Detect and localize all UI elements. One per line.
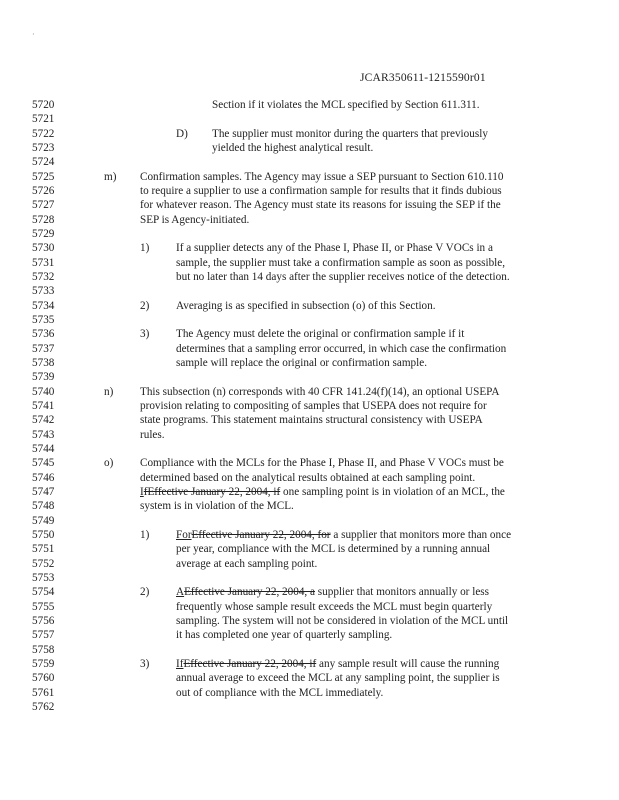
- line-number: 5758: [32, 643, 55, 656]
- text-line: [0, 98, 619, 112]
- line-text: state programs. This statement maintains structural consistency with USEPA: [140, 414, 483, 427]
- item-label: 2): [140, 586, 150, 599]
- line-number: 5742: [32, 414, 55, 427]
- line-text: but no later than 14 days after the supplier receives notice of the detection.: [176, 270, 510, 283]
- line-text: The Agency must delete the original or confirmation sample if it: [176, 328, 465, 341]
- line-number: 5760: [32, 672, 55, 685]
- text-line: [0, 327, 619, 341]
- line-number: 5734: [32, 299, 55, 312]
- line-number: 5736: [32, 328, 55, 341]
- text-line: [0, 127, 619, 141]
- line-number: 5733: [32, 285, 55, 298]
- line-number: 5743: [32, 428, 55, 441]
- text-line: [0, 657, 619, 671]
- line-number: 5720: [32, 99, 55, 111]
- text-line: [0, 399, 619, 413]
- line-number: 5737: [32, 342, 55, 355]
- line-number: 5745: [32, 457, 55, 470]
- line-text: provision relating to compositing of samples that USEPA does not require for: [140, 399, 487, 412]
- item-label: 1): [140, 528, 150, 541]
- text-line: [0, 241, 619, 255]
- line-text: rules.: [140, 428, 165, 441]
- text-line: [0, 600, 619, 614]
- text-line: [0, 428, 619, 442]
- line-number: 5752: [32, 557, 55, 570]
- text-line: [0, 442, 619, 456]
- text-line: [0, 643, 619, 657]
- line-number: 5747: [32, 485, 55, 498]
- text-line: [0, 356, 619, 370]
- line-text: frequently whose sample result exceeds the MCL must begin quarterly: [176, 600, 493, 613]
- line-number: 5728: [32, 213, 55, 226]
- line-number: 5750: [32, 528, 55, 541]
- line-text: sample, the supplier must take a confirmation sample as soon as possible,: [176, 256, 506, 269]
- text-line: [0, 585, 619, 599]
- text-line: [0, 170, 619, 184]
- line-text: for whatever reason. The Agency must state its reasons for issuing the SEP if the: [140, 199, 501, 212]
- line-text: it has completed one year of quarterly sampling.: [176, 629, 393, 642]
- item-label: o): [104, 457, 114, 470]
- line-number: 5725: [32, 170, 55, 183]
- line-number: 5731: [32, 256, 55, 269]
- line-text: IfEffective January 22, 2004, if any sample result will cause the running: [176, 657, 500, 670]
- deleted-text: Effective January 22, 2004, for: [191, 528, 331, 541]
- line-number: 5761: [32, 686, 55, 699]
- item-label: 2): [140, 299, 150, 312]
- line-number: 5755: [32, 600, 55, 613]
- text-line: [0, 155, 619, 169]
- text-line: [0, 571, 619, 585]
- line-number: 5724: [32, 156, 55, 169]
- text-line: [0, 499, 619, 513]
- text-line: [0, 700, 619, 714]
- line-number: 5722: [32, 127, 55, 140]
- line-number: 5727: [32, 199, 55, 212]
- text-line: [0, 313, 619, 327]
- line-number: 5756: [32, 614, 55, 627]
- item-label: D): [176, 127, 188, 140]
- line-number: 5721: [32, 113, 55, 126]
- line-number: 5735: [32, 313, 55, 326]
- text-line: [0, 614, 619, 628]
- deleted-text: Effective January 22, 2004, a: [184, 586, 315, 599]
- inserted-text: If: [176, 657, 184, 670]
- line-text: average at each sampling point.: [176, 557, 318, 570]
- corner-mark: ·: [32, 30, 35, 39]
- item-label: m): [104, 170, 117, 183]
- inserted-text: For: [176, 528, 192, 541]
- line-number: 5757: [32, 629, 55, 642]
- line-text: per year, compliance with the MCL is determined by a running annual: [176, 543, 491, 556]
- line-text: determines that a sampling error occurred, in which case the confirmation: [176, 342, 507, 355]
- line-text: Compliance with the MCLs for the Phase I, Phase II, and Phase V VOCs must be: [140, 457, 504, 470]
- line-number: 5754: [32, 586, 55, 599]
- line-number: 5762: [32, 700, 55, 713]
- document-id: JCAR350611-1215590r01: [360, 72, 486, 84]
- line-number: 5753: [32, 571, 55, 584]
- line-text: Averaging is as specified in subsection (o) of this Section.: [176, 299, 436, 312]
- text-line: [0, 141, 619, 155]
- text-line: [0, 671, 619, 685]
- line-text: determined based on the analytical results obtained at each sampling point.: [140, 471, 476, 484]
- text-line: [0, 256, 619, 270]
- line-number: 5741: [32, 399, 55, 412]
- line-number: 5744: [32, 442, 55, 455]
- text-line: [0, 628, 619, 642]
- line-text: annual average to exceed the MCL at any sampling point, the supplier is: [176, 672, 500, 685]
- line-text: If a supplier detects any of the Phase I, Phase II, or Phase V VOCs in a: [176, 242, 493, 255]
- text-line: [0, 270, 619, 284]
- line-number: 5730: [32, 242, 55, 255]
- text-line: [0, 413, 619, 427]
- line-text: sample will replace the original or confirmation sample.: [176, 356, 428, 369]
- deleted-text: Effective January 22, 2004, if: [183, 657, 317, 670]
- line-number: 5729: [32, 227, 55, 240]
- text-line: [0, 471, 619, 485]
- line-text: to require a supplier to use a confirmation sample for results that it finds dubious: [140, 184, 502, 197]
- text-line: [0, 342, 619, 356]
- text-line: [0, 370, 619, 384]
- inserted-text: A: [176, 586, 185, 599]
- text-line: [0, 112, 619, 126]
- line-text: Confirmation samples. The Agency may issue a SEP pursuant to Section 610.110: [140, 170, 504, 183]
- line-text: SEP is Agency-initiated.: [140, 213, 250, 226]
- line-text: Section if it violates the MCL specified by Section 611.311.: [212, 99, 480, 111]
- line-number: 5738: [32, 356, 55, 369]
- text-line: [0, 542, 619, 556]
- line-text: AEffective January 22, 2004, a supplier that monitors annually or less: [176, 586, 489, 599]
- line-number: 5732: [32, 270, 55, 283]
- line-number: 5749: [32, 514, 55, 527]
- item-label: 1): [140, 242, 150, 255]
- line-number: 5739: [32, 371, 55, 384]
- line-text: out of compliance with the MCL immediately.: [176, 686, 384, 699]
- text-line: [0, 385, 619, 399]
- text-line: [0, 485, 619, 499]
- line-text: yielded the highest analytical result.: [212, 141, 374, 154]
- line-number: 5751: [32, 543, 55, 556]
- text-line: [0, 299, 619, 313]
- text-line: [0, 456, 619, 470]
- line-text: IfEffective January 22, 2004, if one sampling point is in violation of an MCL, the: [140, 485, 505, 498]
- text-line: [0, 227, 619, 241]
- text-line: [0, 686, 619, 700]
- line-number: 5748: [32, 500, 55, 513]
- line-number: 5759: [32, 657, 55, 670]
- line-text: ForEffective January 22, 2004, for a supplier that monitors more than once: [176, 528, 512, 541]
- text-line: [0, 557, 619, 571]
- line-text: sampling. The system will not be considered in violation of the MCL until: [176, 614, 509, 627]
- line-text: system is in violation of the MCL.: [140, 500, 294, 513]
- text-line: [0, 528, 619, 542]
- item-label: 3): [140, 328, 150, 341]
- text-line: [0, 284, 619, 298]
- text-line: [0, 198, 619, 212]
- line-number: 5723: [32, 141, 55, 154]
- line-number: 5740: [32, 385, 55, 398]
- text-line: [0, 514, 619, 528]
- line-text: This subsection (n) corresponds with 40 CFR 141.24(f)(14), an optional USEPA: [140, 385, 500, 398]
- item-label: 3): [140, 657, 150, 670]
- line-text: The supplier must monitor during the quarters that previously: [212, 127, 488, 140]
- deleted-text: fEffective January 22, 2004, if: [143, 485, 281, 498]
- line-number: 5726: [32, 184, 55, 197]
- line-number: 5746: [32, 471, 55, 484]
- inserted-text: I: [140, 485, 144, 498]
- item-label: n): [104, 385, 114, 398]
- text-line: [0, 184, 619, 198]
- text-line: [0, 213, 619, 227]
